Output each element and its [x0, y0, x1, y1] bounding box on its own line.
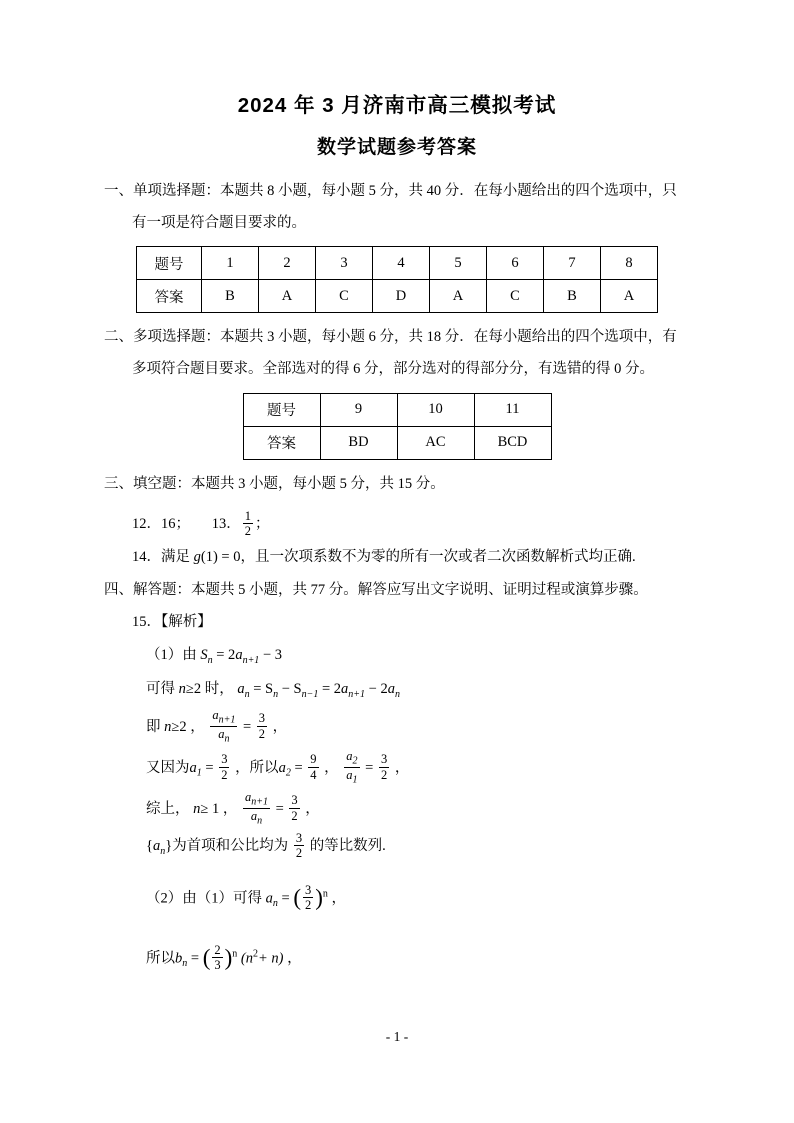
- subscript-n: n: [182, 958, 188, 970]
- line-1-prefix: （1）由: [146, 647, 197, 664]
- line-2-pre: 可得: [146, 680, 175, 697]
- section-multi-choice-lead: 二、多项选择题：: [104, 329, 220, 346]
- question-15-label: 15．: [132, 614, 161, 631]
- section-solution-lead: 四、解答题：: [104, 582, 191, 599]
- table-cell-number: 2: [259, 247, 316, 280]
- symbol-a: a: [250, 808, 258, 823]
- symbol-a: a: [237, 680, 245, 697]
- item-12-label: 12．: [132, 515, 161, 532]
- line-1-tail: − 3: [262, 647, 282, 664]
- section-single-choice-text-1: 本题共 8 小题，每小题 5 分，共 40 分．在每小题给出的四个选项中，只: [220, 183, 677, 199]
- subscript-1: 1: [196, 767, 202, 779]
- brace-open: {: [146, 838, 153, 855]
- table-cell-number: 5: [430, 247, 487, 280]
- line-6-text: 为首项和公比均为: [172, 838, 289, 855]
- table-cell-number: 11: [474, 393, 551, 426]
- table-cell-number: 1: [202, 247, 259, 280]
- fraction-denominator: 2: [380, 767, 388, 782]
- section-single-choice-lead: 一、单项选择题：: [104, 183, 220, 199]
- brace-close: }: [165, 838, 173, 855]
- paren-open: (: [293, 884, 301, 910]
- section-solution-text: 本题共 5 小题，共 77 分。解答应写出文字说明、证明过程或演算步骤。: [191, 582, 648, 599]
- line-2-eq1: = S: [253, 680, 274, 697]
- item-12-value: 16；: [161, 515, 190, 532]
- line-3-pre: 即: [146, 718, 161, 735]
- fraction-numerator: 2: [214, 943, 221, 958]
- symbol-n: n: [178, 680, 186, 697]
- table-cell-answer: D: [373, 280, 430, 313]
- exponent-n: n: [232, 948, 238, 960]
- symbol-a: a: [341, 680, 349, 697]
- fraction-numerator: [210, 708, 237, 726]
- subscript-2: 2: [285, 767, 291, 779]
- value-fraction: [257, 711, 267, 741]
- item-14-function-symbol: g: [193, 549, 201, 566]
- item-14-pre: 满足: [161, 549, 190, 566]
- line-8-pre: 所以: [146, 950, 175, 967]
- line-5-cond: ≥ 1 ，: [200, 800, 238, 817]
- symbol-b: b: [175, 950, 183, 967]
- table-cell-number: 7: [544, 247, 601, 280]
- value-fraction: [289, 793, 299, 823]
- fraction-numerator: 3: [221, 752, 228, 767]
- table-cell-number: 9: [320, 393, 397, 426]
- symbol-a: a: [265, 890, 273, 907]
- subscript-2: 2: [352, 755, 358, 767]
- line-4-eq2: =: [294, 759, 303, 776]
- paren-open: (: [202, 944, 211, 970]
- paren-close: ): [315, 884, 323, 910]
- subscript-n: n: [207, 654, 213, 666]
- symbol-a: a: [218, 726, 225, 741]
- fraction-denominator: [210, 726, 237, 745]
- item-14-post: ，且一次项系数不为零的所有一次或者二次函数解析式均正确.: [240, 549, 636, 566]
- section-single-choice-intro-2: [104, 209, 690, 239]
- table-cell-number: 3: [316, 247, 373, 280]
- fraction-numerator: [344, 749, 359, 767]
- factor-open: (n: [240, 950, 253, 967]
- symbol-n: n: [164, 718, 172, 735]
- fraction-denominator: 4: [310, 767, 317, 782]
- table-cell-answer: C: [316, 280, 373, 313]
- fraction-numerator: 3: [258, 711, 266, 726]
- solution-line-6: [104, 832, 690, 862]
- fraction-denominator: 2: [258, 726, 266, 741]
- symbol-a: a: [212, 707, 219, 722]
- ratio-value-fraction: [379, 752, 389, 782]
- fraction-denominator: 2: [295, 846, 303, 861]
- table-cell-answer: A: [259, 280, 316, 313]
- table-row: [137, 280, 658, 313]
- table-row: [137, 247, 658, 280]
- subscript-n: n: [394, 688, 400, 700]
- subscript-n: n: [273, 688, 279, 700]
- subscript-n-minus-1: n−1: [301, 688, 319, 700]
- page-title: 2024 年 3 月济南市高三模拟考试: [237, 94, 557, 117]
- line-4-mid: ，所以: [235, 759, 279, 776]
- fraction-numerator: 3: [380, 752, 388, 767]
- item-14-label: 14．: [132, 549, 161, 566]
- solution-line-3: [104, 709, 690, 746]
- subscript-n: n: [224, 733, 230, 745]
- symbol-S: S: [200, 647, 208, 664]
- table-cell-answer: BCD: [474, 426, 551, 459]
- subscript-n: n: [244, 688, 250, 700]
- line-8-eq: =: [190, 950, 200, 967]
- line-5-tail: ，: [305, 800, 320, 817]
- table-cell-answer: B: [202, 280, 259, 313]
- symbol-a: a: [152, 838, 161, 855]
- symbol-n: n: [193, 800, 201, 817]
- line-2-cond: ≥2 时，: [185, 680, 234, 697]
- a2-over-a1-fraction: [344, 749, 359, 786]
- section-single-choice-text-2: 有一项是符合题目要求的。: [132, 214, 306, 231]
- solution-line-2: [104, 675, 690, 705]
- subscript-n-plus-1: n+1: [251, 796, 268, 808]
- table-cell-number: 8: [601, 247, 658, 280]
- table-header-cell: 题号: [243, 393, 320, 426]
- item-14-row: [104, 543, 690, 572]
- factor-close: + n): [258, 950, 284, 967]
- solution-line-4: [104, 750, 690, 787]
- page-subtitle: 数学试题参考答案: [316, 137, 477, 158]
- subscript-n-plus-1: n+1: [348, 688, 366, 700]
- section-fill-blank-text: 本题共 3 小题，每小题 5 分，共 15 分。: [191, 475, 445, 492]
- line-2-eq3: = 2: [321, 680, 342, 697]
- section-multi-choice-intro: [104, 323, 690, 353]
- base-fraction: [303, 883, 313, 913]
- single-choice-answer-table: [136, 246, 658, 313]
- paren-close: ): [224, 944, 233, 970]
- section-multi-choice-intro-2: [104, 355, 690, 385]
- line-6-tail: 的等比数列.: [309, 838, 386, 855]
- item-14-argument: (1) = 0: [200, 549, 241, 566]
- table-cell-answer: BD: [320, 426, 397, 459]
- line-7-eq: =: [281, 890, 290, 907]
- solution-line-7: [104, 876, 690, 922]
- a2-value-fraction: [308, 752, 318, 782]
- line-5-pre: 综上，: [146, 800, 190, 817]
- line-1-eq: = 2: [216, 647, 236, 664]
- section-single-choice-intro: [104, 177, 690, 207]
- fraction-numerator: [243, 790, 270, 808]
- solution-line-5: [104, 791, 690, 828]
- fraction-denominator: 3: [214, 958, 221, 973]
- symbol-a: a: [346, 767, 353, 782]
- table-cell-answer: AC: [397, 426, 474, 459]
- subscript-n-plus-1: n+1: [218, 714, 236, 726]
- symbol-a: a: [346, 748, 353, 763]
- a1-value-fraction: [219, 752, 229, 782]
- table-cell-answer: B: [544, 280, 601, 313]
- line-7-pre: （2）由（1）可得: [146, 890, 262, 907]
- multi-choice-answer-table: [243, 393, 552, 460]
- question-15-header: [104, 608, 690, 637]
- table-cell-answer: A: [430, 280, 487, 313]
- symbol-a: a: [235, 647, 243, 664]
- line-3-cond: ≥2 ，: [171, 718, 205, 735]
- exponent-n: n: [322, 888, 328, 900]
- line-4-pre: 又因为: [146, 759, 190, 776]
- fraction-numerator: 3: [304, 883, 312, 898]
- table-cell-answer: C: [487, 280, 544, 313]
- fraction-denominator: [243, 808, 270, 827]
- table-cell-number: 6: [487, 247, 544, 280]
- line-4-eq3: =: [365, 759, 374, 776]
- section-solution-intro: [104, 576, 690, 606]
- fill-blank-answers-row: [104, 510, 690, 540]
- item-13-tail: ；: [255, 515, 270, 532]
- fraction-numerator: 3: [291, 793, 298, 808]
- table-cell-number: 10: [397, 393, 474, 426]
- line-3-tail: ，: [272, 718, 288, 735]
- item-13-fraction: [243, 509, 253, 539]
- fraction-denominator: 2: [304, 898, 312, 913]
- section-multi-choice-text-2: 多项符合题目要求。全部选对的得 6 分，部分选对的得部分分，有选错的得 0 分。: [132, 361, 654, 378]
- subscript-n: n: [257, 815, 263, 827]
- page-number: - 1 -: [385, 1029, 409, 1044]
- section-fill-blank-lead: 三、填空题：: [104, 475, 191, 492]
- table-header-cell: 答案: [137, 280, 202, 313]
- line-4-eq: =: [205, 759, 214, 776]
- fraction-denominator: 2: [291, 808, 298, 823]
- subscript-n: n: [272, 898, 278, 910]
- subscript-1: 1: [352, 774, 358, 786]
- exponent-2: 2: [253, 948, 258, 960]
- line-3-eq: =: [242, 718, 252, 735]
- table-cell-answer: A: [601, 280, 658, 313]
- symbol-a: a: [387, 680, 395, 697]
- section-multi-choice-text-1: 本题共 3 小题，每小题 6 分，共 18 分．在每小题给出的四个选项中，有: [220, 329, 677, 346]
- line-2-minus: − S: [281, 680, 302, 697]
- base-fraction: [212, 943, 222, 973]
- solution-line-8: [104, 936, 690, 982]
- subscript-n: n: [160, 845, 166, 857]
- table-cell-number: 4: [373, 247, 430, 280]
- table-header-cell: 题号: [137, 247, 202, 280]
- item-13-label: 13．: [211, 515, 241, 532]
- table-row: [243, 426, 551, 459]
- line-2-eq4: − 2: [368, 680, 388, 697]
- line-4-tail: ，: [394, 759, 410, 776]
- fraction-numerator: 1: [244, 508, 251, 523]
- table-row: [243, 393, 551, 426]
- symbol-a: a: [244, 789, 252, 804]
- question-15-tag: 【解析】: [161, 614, 212, 631]
- solution-line-1: [104, 641, 690, 671]
- line-7-tail: ，: [331, 890, 347, 907]
- ratio-fraction: [243, 790, 270, 827]
- fraction-denominator: 2: [244, 523, 251, 538]
- line-5-eq: =: [275, 800, 284, 817]
- fraction-denominator: 2: [221, 767, 228, 782]
- section-fill-blank-intro: [104, 470, 690, 500]
- fraction-denominator: [344, 767, 359, 786]
- ratio-fraction: [210, 708, 237, 745]
- table-header-cell: 答案: [243, 426, 320, 459]
- line-8-tail: ，: [287, 950, 302, 967]
- symbol-a: a: [189, 759, 197, 776]
- fraction-numerator: 9: [310, 752, 317, 767]
- line-4-comma: ，: [324, 759, 339, 776]
- common-ratio-fraction: [294, 831, 304, 861]
- fraction-numerator: 3: [295, 830, 303, 845]
- subscript-n-plus-1: n+1: [242, 654, 260, 666]
- symbol-a: a: [278, 759, 286, 776]
